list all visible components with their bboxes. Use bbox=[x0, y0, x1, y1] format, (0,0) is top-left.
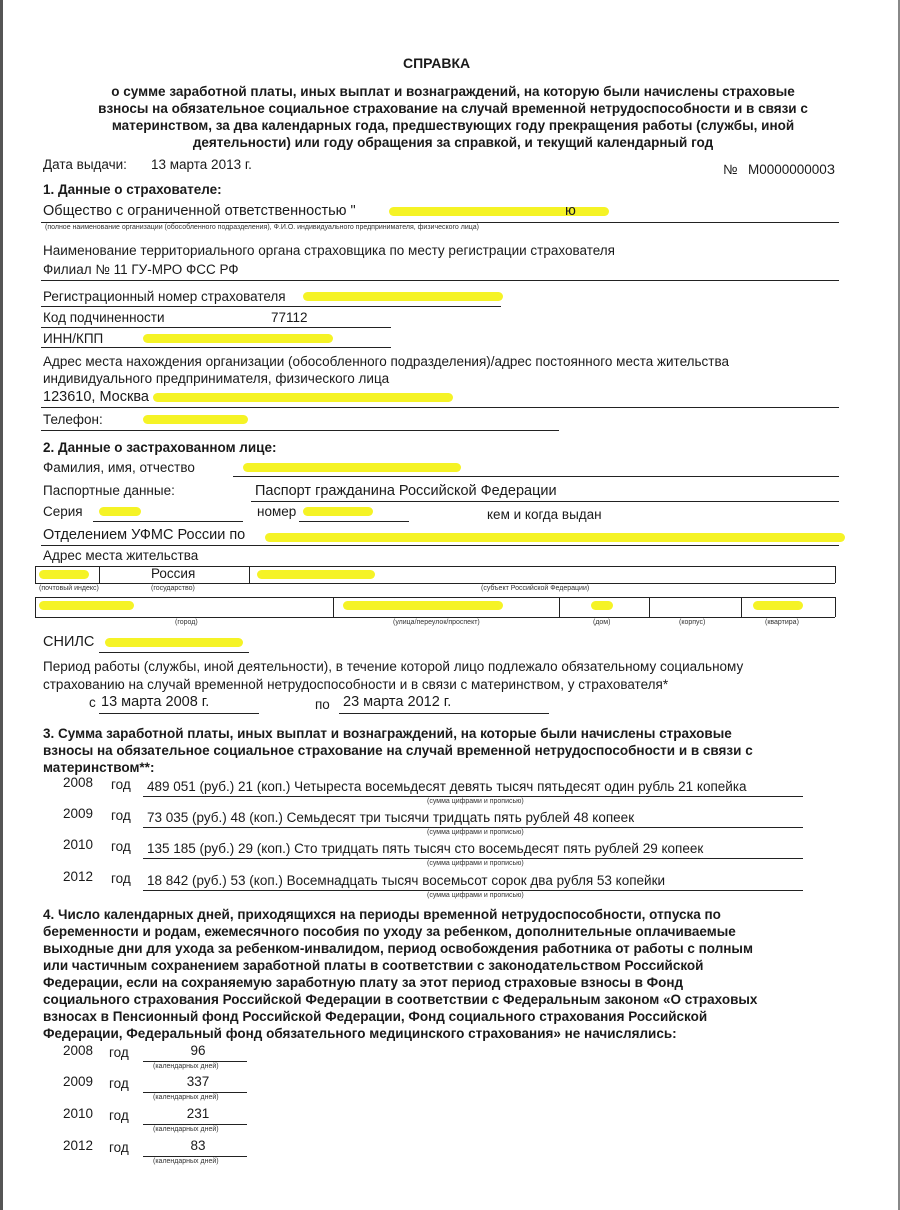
divider bbox=[143, 796, 803, 797]
divider bbox=[339, 713, 549, 714]
salary-row-year-label: год bbox=[111, 808, 131, 823]
divider bbox=[41, 545, 839, 546]
days-row-year: 2009 bbox=[63, 1074, 94, 1089]
redaction-mark bbox=[591, 601, 613, 610]
caption-subject: (субъект Российской Федерации) bbox=[481, 585, 590, 592]
divider bbox=[41, 430, 559, 431]
subtitle-line: деятельности) или году обращения за справкой, и текущий календарный год bbox=[192, 135, 714, 150]
divider bbox=[249, 566, 250, 583]
address-value: 123610, Москва bbox=[43, 389, 149, 405]
section4-heading-line: Федерации, Федеральный фонд обязательного медицинского страхования» не начислялись: bbox=[43, 1026, 677, 1041]
days-row-caption: (календарных дней) bbox=[153, 1158, 219, 1165]
divider bbox=[143, 1124, 247, 1125]
caption-building: (корпус) bbox=[679, 619, 706, 626]
divider bbox=[333, 597, 334, 617]
salary-row-caption: (сумма цифрами и прописью) bbox=[427, 798, 524, 805]
divider bbox=[35, 583, 835, 584]
redaction-mark bbox=[265, 533, 845, 542]
divider bbox=[41, 327, 391, 328]
section4-heading-line: социального страхования Российской Федерации в соответствии с Федеральным законом «О страховых bbox=[43, 992, 758, 1007]
fio-label: Фамилия, имя, отчество bbox=[43, 460, 195, 475]
salary-row-amount: 135 185 (руб.) 29 (коп.) Сто тридцать пять тысяч сто восемьдесят пять рублей 29 копеек bbox=[147, 841, 704, 856]
subordination-label: Код подчиненности bbox=[43, 310, 165, 325]
divider bbox=[741, 597, 742, 617]
section4-heading-line: Федерации, если на сохраняемую заработную плату за этот период страховые взносы в Фонд bbox=[43, 975, 684, 990]
divider bbox=[143, 1156, 247, 1157]
section3-heading-line: взносы на обязательное социальное страхование на случай временной нетрудоспособности и в связи с bbox=[43, 743, 753, 758]
divider bbox=[299, 521, 409, 522]
phone-label: Телефон: bbox=[43, 412, 103, 427]
divider bbox=[35, 597, 835, 598]
section4-heading bbox=[43, 906, 843, 1042]
section4-heading-line: взносах в Пенсионный фонд Российской Федерации, Фонд социального страхования Российской bbox=[43, 1009, 708, 1024]
redaction-mark bbox=[39, 570, 89, 579]
divider bbox=[41, 222, 839, 223]
section4-heading-line: беременности и родам, ежемесячного пособия по уходу за ребенком, дополнительные оплачиваемые bbox=[43, 924, 736, 939]
salary-row-year: 2012 bbox=[63, 869, 94, 884]
divider bbox=[649, 597, 650, 617]
salary-row-amount: 18 842 (руб.) 53 (коп.) Восемнадцать тысяч восемьсот сорок два рубля 53 копейки bbox=[147, 873, 666, 888]
days-row-year: 2012 bbox=[63, 1138, 94, 1153]
redaction-mark bbox=[753, 601, 803, 610]
redaction-mark bbox=[343, 601, 503, 610]
caption-street: (улица/переулок/проспект) bbox=[393, 619, 480, 626]
divider bbox=[41, 407, 839, 408]
section3-heading bbox=[43, 725, 843, 776]
address-label-line2: индивидуального предпринимателя, физического лица bbox=[43, 371, 390, 386]
residence-label: Адрес места жительства bbox=[43, 548, 199, 563]
series-label: Серия bbox=[43, 504, 83, 519]
days-row-year-label: год bbox=[109, 1108, 129, 1123]
period-to-label: по bbox=[315, 697, 330, 712]
salary-row-year-label: год bbox=[111, 839, 131, 854]
section4-heading-line: 4. Число календарных дней, приходящихся на периоды временной нетрудоспособности, отпуска по bbox=[43, 907, 721, 922]
divider bbox=[233, 476, 839, 477]
days-row-value: 96 bbox=[190, 1043, 206, 1058]
salary-row-year: 2008 bbox=[63, 775, 94, 790]
salary-row-caption: (сумма цифрами и прописью) bbox=[427, 892, 524, 899]
days-row-year-label: год bbox=[109, 1140, 129, 1155]
salary-row-year-label: год bbox=[111, 871, 131, 886]
caption-postal-index: (почтовый индекс) bbox=[39, 585, 99, 592]
divider bbox=[41, 347, 391, 348]
address-label-line1: Адрес места нахождения организации (обособленного подразделения)/адрес постоянного места жительства bbox=[43, 354, 730, 369]
divider bbox=[41, 306, 501, 307]
days-row-value: 83 bbox=[190, 1138, 206, 1153]
redaction-mark bbox=[257, 570, 375, 579]
subtitle-line: о сумме заработной платы, иных выплат и вознаграждений, на которую были начислены страховые bbox=[111, 84, 795, 99]
period-to-date: 23 марта 2012 г. bbox=[343, 694, 452, 710]
caption-country: (государство) bbox=[151, 585, 195, 592]
number-label: № bbox=[723, 162, 738, 177]
divider bbox=[143, 1092, 247, 1093]
issued-value: Отделением УФМС России по bbox=[43, 527, 246, 543]
divider bbox=[35, 617, 835, 618]
territorial-label: Наименование территориального органа страховщика по месту регистрации страхователя bbox=[43, 243, 615, 258]
salary-row-caption: (сумма цифрами и прописью) bbox=[427, 829, 524, 836]
divider bbox=[835, 566, 836, 583]
divider bbox=[35, 566, 36, 583]
divider bbox=[99, 566, 100, 583]
issue-date: 13 марта 2013 г. bbox=[151, 157, 252, 172]
salary-row-year-label: год bbox=[111, 777, 131, 792]
days-row-caption: (календарных дней) bbox=[153, 1063, 219, 1070]
passport-label: Паспортные данные: bbox=[43, 483, 175, 498]
divider bbox=[143, 858, 803, 859]
caption-flat: (квартира) bbox=[765, 619, 799, 626]
reg-number-label: Регистрационный номер страхователя bbox=[43, 289, 286, 304]
divider bbox=[143, 1061, 247, 1062]
redaction-mark bbox=[389, 207, 609, 216]
days-row-year: 2008 bbox=[63, 1043, 94, 1058]
caption-city: (город) bbox=[175, 619, 198, 626]
section2-heading: 2. Данные о застрахованном лице: bbox=[43, 440, 277, 455]
redaction-mark bbox=[243, 463, 461, 472]
org-name: Общество с ограниченной ответственностью " bbox=[43, 203, 356, 219]
divider bbox=[835, 597, 836, 617]
snils-label: СНИЛС bbox=[43, 634, 95, 650]
divider bbox=[143, 827, 803, 828]
divider bbox=[559, 597, 560, 617]
days-row-value: 231 bbox=[186, 1106, 210, 1121]
subordination-value: 77112 bbox=[271, 310, 308, 325]
section3-heading-line: 3. Сумма заработной платы, иных выплат и вознаграждений, на которые были начислены страховые bbox=[43, 726, 732, 741]
redaction-mark bbox=[105, 638, 243, 647]
divider bbox=[99, 713, 259, 714]
issue-date-label: Дата выдачи: bbox=[43, 157, 127, 172]
work-period-text-line2: страхованию на случай временной нетрудоспособности и в связи с материнством, у страхователя* bbox=[43, 677, 669, 692]
document-title: СПРАВКА bbox=[403, 55, 471, 71]
work-period-text-line1: Период работы (службы, иной деятельности), в течение которой лицо подлежало обязательному социальному bbox=[43, 659, 744, 674]
redaction-mark bbox=[39, 601, 134, 610]
divider bbox=[93, 521, 243, 522]
period-from-date: 13 марта 2008 г. bbox=[101, 694, 210, 710]
section4-heading-line: или частичным сохранением заработной платы в соответствии с законодательством Российской bbox=[43, 958, 704, 973]
territorial-value: Филиал № 11 ГУ-МРО ФСС РФ bbox=[43, 262, 239, 277]
certificate-number: М000000000З bbox=[748, 162, 835, 177]
org-name-caption: (полное наименование организации (обособленного подразделения), Ф.И.О. индивидуального предпринимателя, физического лица) bbox=[45, 224, 479, 231]
redaction-mark bbox=[99, 507, 141, 516]
salary-row-caption: (сумма цифрами и прописью) bbox=[427, 860, 524, 867]
redaction-mark bbox=[303, 507, 373, 516]
section3-heading-line: материнством**: bbox=[43, 760, 155, 775]
issued-label: кем и когда выдан bbox=[487, 507, 602, 522]
inn-label: ИНН/КПП bbox=[43, 331, 104, 346]
period-from-label: с bbox=[89, 695, 96, 710]
caption-house: (дом) bbox=[593, 619, 611, 626]
divider bbox=[41, 280, 839, 281]
subtitle-line: взносы на обязательное социальное страхование на случай временной нетрудоспособности и в связи с bbox=[98, 101, 808, 116]
redaction-mark bbox=[303, 292, 503, 301]
org-name-tail: ю bbox=[565, 203, 576, 219]
salary-row-year: 2010 bbox=[63, 837, 94, 852]
passport-number-label: номер bbox=[257, 504, 297, 519]
section1-heading: 1. Данные о страхователе: bbox=[43, 182, 222, 197]
redaction-mark bbox=[143, 334, 333, 343]
document-subtitle bbox=[43, 83, 863, 151]
days-row-year-label: год bbox=[109, 1045, 129, 1060]
divider bbox=[143, 890, 803, 891]
redaction-mark bbox=[153, 393, 453, 402]
section4-heading-line: выходные дни для ухода за ребенком-инвалидом, период освобождения работника от работы с полным bbox=[43, 941, 753, 956]
salary-row-amount: 489 051 (руб.) 21 (коп.) Четыреста восемьдесят девять тысяч пятьдесят один рубль 21 копейка bbox=[147, 779, 747, 794]
passport-value: Паспорт гражданина Российской Федерации bbox=[255, 483, 557, 499]
days-row-year-label: год bbox=[109, 1076, 129, 1091]
days-row-year: 2010 bbox=[63, 1106, 94, 1121]
divider bbox=[99, 652, 249, 653]
days-row-caption: (календарных дней) bbox=[153, 1094, 219, 1101]
divider bbox=[35, 597, 36, 617]
salary-row-year: 2009 bbox=[63, 806, 94, 821]
residence-country: Россия bbox=[151, 566, 196, 581]
divider bbox=[251, 501, 839, 502]
days-row-value: 337 bbox=[186, 1074, 210, 1089]
redaction-mark bbox=[143, 415, 248, 424]
salary-row-amount: 73 035 (руб.) 48 (коп.) Семьдесят три тысячи тридцать пять рублей 48 копеек bbox=[147, 810, 635, 825]
subtitle-line: материнством, за два календарных года, предшествующих году прекращения работы (службы, иной bbox=[111, 118, 795, 133]
days-row-caption: (календарных дней) bbox=[153, 1126, 219, 1133]
